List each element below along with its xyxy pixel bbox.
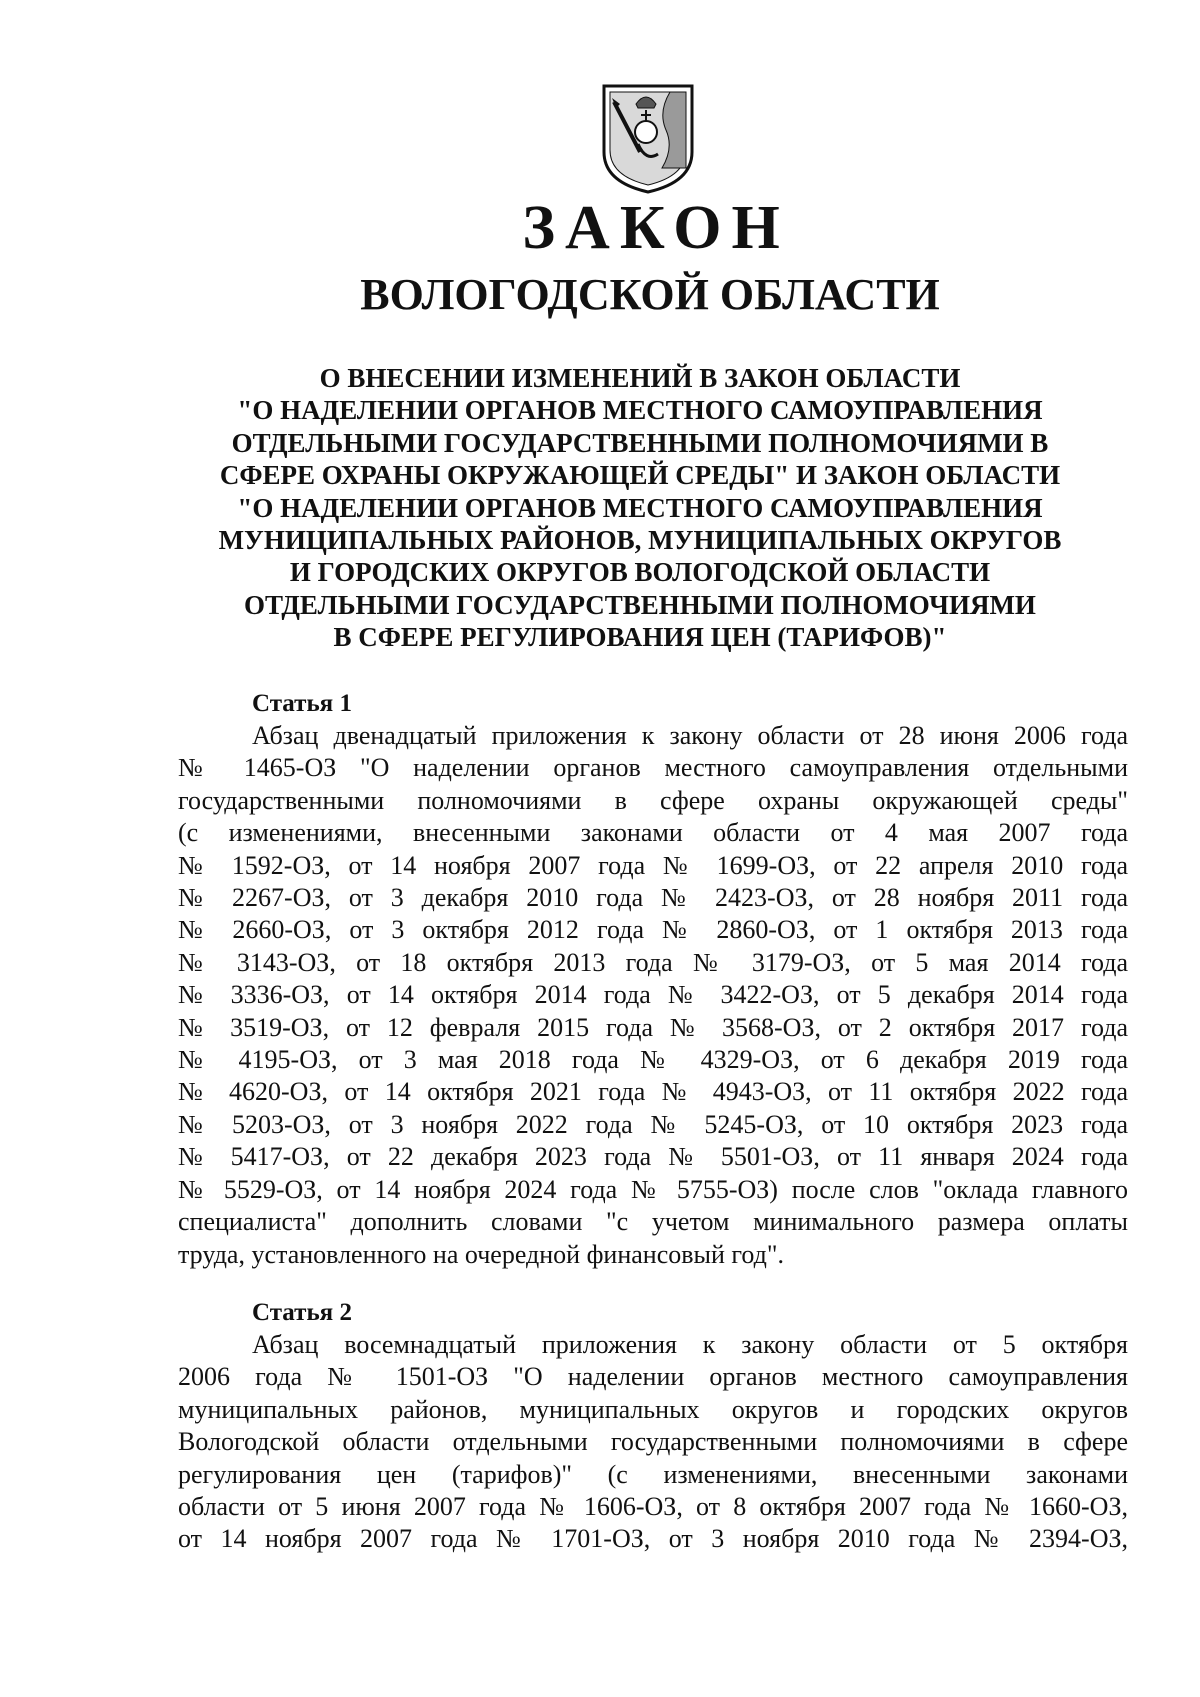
article-2-heading: Статья 2 xyxy=(252,1299,352,1326)
text-line: Абзац двенадцатый приложения к закону области от 28 июня 2006 года xyxy=(252,721,1128,750)
article-1-heading: Статья 1 xyxy=(252,690,352,717)
text-line: № 4195-ОЗ, от 3 мая 2018 года № 4329-ОЗ, от 6 декабря 2019 года xyxy=(178,1045,1128,1075)
text-line: 2006 года № 1501-ОЗ "О наделении органов местного самоуправления xyxy=(178,1362,1128,1392)
text-line: регулирования цен (тарифов)" (с изменениями, внесенными законами xyxy=(178,1459,1128,1489)
text-line: № 5529-ОЗ, от 14 ноября 2024 года № 5755-ОЗ) после слов "оклада главного xyxy=(178,1174,1128,1204)
article-1-text xyxy=(178,720,1128,1271)
text-line: области от 5 июня 2007 года № 1606-ОЗ, от 8 октября 2007 года № 1660-ОЗ, xyxy=(178,1492,1128,1522)
text-line: № 5203-ОЗ, от 3 ноября 2022 года № 5245-ОЗ, от 10 октября 2023 года xyxy=(178,1109,1128,1139)
vologda-coat-of-arms-icon xyxy=(600,82,696,194)
title-line: О ВНЕСЕНИИ ИЗМЕНЕНИЙ В ЗАКОН ОБЛАСТИ xyxy=(319,363,961,393)
text-line: специалиста" дополнить словами "с учетом минимального размера оплаты xyxy=(178,1207,1128,1237)
text-line: от 14 ноября 2007 года № 1701-ОЗ, от 3 ноября 2010 года № 2394-ОЗ, xyxy=(178,1524,1128,1554)
text-line: № 5417-ОЗ, от 22 декабря 2023 года № 5501-ОЗ, от 11 января 2024 года xyxy=(178,1142,1128,1172)
title-line: "О НАДЕЛЕНИИ ОРГАНОВ МЕСТНОГО САМОУПРАВЛЕНИЯ xyxy=(237,395,1043,426)
title-line: МУНИЦИПАЛЬНЫХ РАЙОНОВ, МУНИЦИПАЛЬНЫХ ОКРУГОВ xyxy=(218,525,1062,556)
text-line: муниципальных районов, муниципальных округов и городских округов xyxy=(178,1394,1128,1424)
title-line: ОТДЕЛЬНЫМИ ГОСУДАРСТВЕННЫМИ ПОЛНОМОЧИЯМИ xyxy=(244,589,1036,620)
text-line: труда, установленного на очередной финансовый год". xyxy=(178,1239,785,1269)
text-line: № 1592-ОЗ, от 14 ноября 2007 года № 1699-ОЗ, от 22 апреля 2010 года xyxy=(178,850,1128,880)
text-line: № 3336-ОЗ, от 14 октября 2014 года № 3422-ОЗ, от 5 декабря 2014 года xyxy=(178,980,1128,1010)
text-line: № 3143-ОЗ, от 18 октября 2013 года № 3179-ОЗ, от 5 мая 2014 года xyxy=(178,947,1128,977)
text-line: № 4620-ОЗ, от 14 октября 2021 года № 4943-ОЗ, от 11 октября 2022 года xyxy=(178,1077,1128,1107)
law-title xyxy=(180,362,1100,654)
region-heading: ВОЛОГОДСКОЙ ОБЛАСТИ xyxy=(360,270,940,319)
title-line: В СФЕРЕ РЕГУЛИРОВАНИЯ ЦЕН (ТАРИФОВ)" xyxy=(333,622,947,653)
text-line: № 1465-ОЗ "О наделении органов местного самоуправления отдельными xyxy=(178,753,1128,783)
title-line: "О НАДЕЛЕНИИ ОРГАНОВ МЕСТНОГО САМОУПРАВЛЕНИЯ xyxy=(237,492,1043,523)
text-line: Вологодской области отдельными государственными полномочиями в сфере xyxy=(178,1427,1128,1457)
article-2-text xyxy=(178,1329,1128,1556)
text-line: № 3519-ОЗ, от 12 февраля 2015 года № 3568-ОЗ, от 2 октября 2017 года xyxy=(178,1012,1128,1042)
title-line: СФЕРЕ ОХРАНЫ ОКРУЖАЮЩЕЙ СРЕДЫ" И ЗАКОН ОБЛАСТИ xyxy=(219,460,1061,491)
text-line: № 2267-ОЗ, от 3 декабря 2010 года № 2423-ОЗ, от 28 ноября 2011 года xyxy=(178,883,1128,913)
document-type-heading: ЗАКОН xyxy=(522,194,790,262)
text-line: (с изменениями, внесенными законами области от 4 мая 2007 года xyxy=(178,818,1128,848)
title-line: ОТДЕЛЬНЫМИ ГОСУДАРСТВЕННЫМИ ПОЛНОМОЧИЯМИ В xyxy=(231,427,1049,458)
title-line: И ГОРОДСКИХ ОКРУГОВ ВОЛОГОДСКОЙ ОБЛАСТИ xyxy=(289,557,991,588)
text-line: № 2660-ОЗ, от 3 октября 2012 года № 2860-ОЗ, от 1 октября 2013 года xyxy=(178,915,1128,945)
text-line: Абзац восемнадцатый приложения к закону области от 5 октября xyxy=(252,1330,1128,1359)
text-line: государственными полномочиями в сфере охраны окружающей среды" xyxy=(178,785,1128,815)
